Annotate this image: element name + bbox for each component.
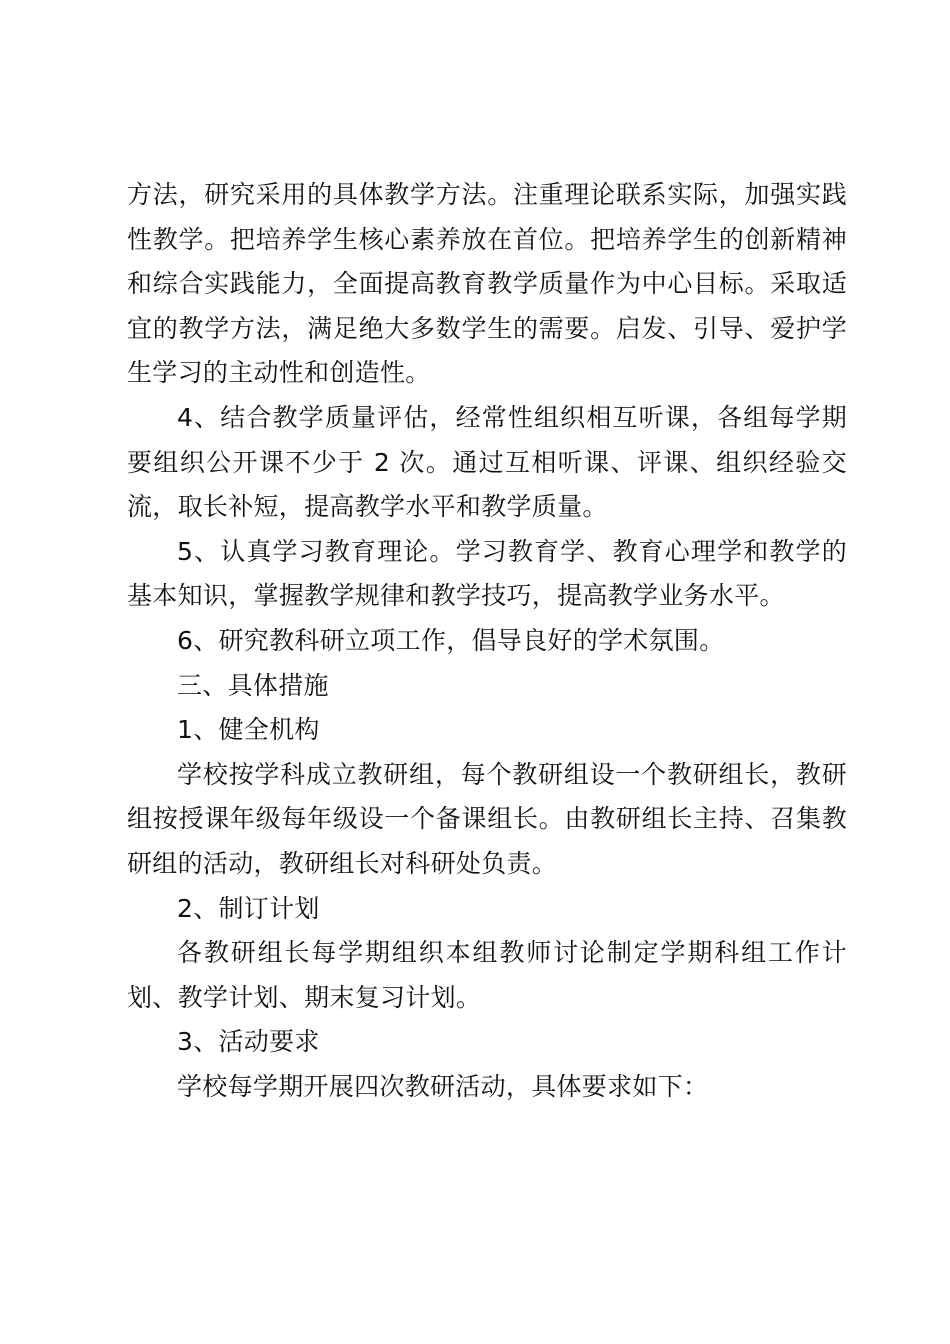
paragraph-activity-requirements: 学校每学期开展四次教研活动，具体要求如下： — [177, 1071, 709, 1101]
subheading-activity-requirements: 3、活动要求 — [177, 1027, 320, 1057]
document-body — [127, 173, 847, 1109]
paragraph-organization: 学校按学科成立教研组，每个教研组设一个教研组长，教研组按授课年级每年级设一个备课组长。由教研组长主持、召集教研组的活动，教研组长对科研处负责。 — [127, 759, 847, 878]
paragraph-item-4: 4、结合教学质量评估，经常性组织相互听课，各组每学期要组织公开课不少于 2 次。通过互相听课、评课、组织经验交流，取长补短，提高教学水平和教学质量。 — [127, 402, 847, 522]
subheading-organization: 1、健全机构 — [177, 715, 320, 745]
paragraph-teaching-methods: 方法，研究采用的具体教学方法。注重理论联系实际，加强实践性教学。把培养学生核心素养放在首位。把培养学生的创新精神和综合实践能力，全面提高教育教学质量作为中心目标。采取适宜的教学方法，满足绝大多数学生的需要。启发、引导、爱护学生学习的主动性和创造性。 — [127, 180, 847, 388]
subheading-planning: 2、制订计划 — [177, 893, 320, 923]
paragraph-item-5: 5、认真学习教育理论。学习教育学、教育心理学和教学的基本知识，掌握教学规律和教学技巧，提高教学业务水平。 — [127, 536, 847, 611]
paragraph-item-6: 6、研究教科研立项工作，倡导良好的学术氛围。 — [177, 625, 725, 655]
paragraph-planning: 各教研组长每学期组织本组教师讨论制定学期科组工作计划、教学计划、期末复习计划。 — [127, 938, 847, 1012]
section-heading-measures: 三、具体措施 — [177, 670, 329, 700]
